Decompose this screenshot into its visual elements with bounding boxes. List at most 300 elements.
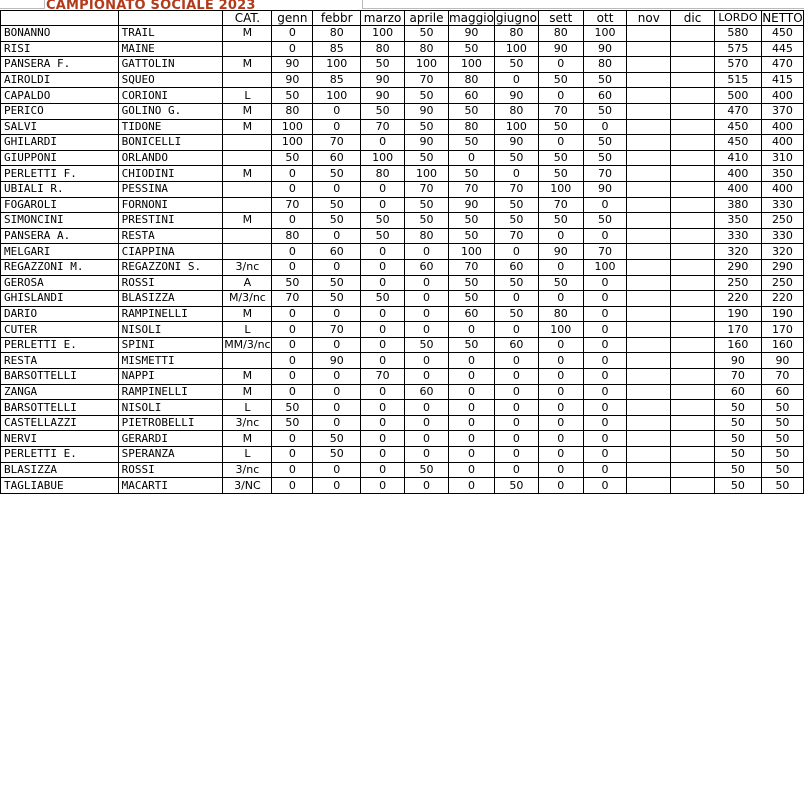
- cell-apr: 60: [405, 384, 449, 400]
- column-header-partner: [118, 11, 223, 26]
- cell-sep: 50: [538, 72, 583, 88]
- cell-feb: 0: [313, 478, 361, 494]
- cell-gross: 170: [714, 322, 761, 338]
- cell-jun: 0: [494, 72, 538, 88]
- cell-jan: 50: [272, 415, 313, 431]
- cell-surname: RISI: [1, 41, 119, 57]
- cell-may: 50: [448, 166, 494, 182]
- cell-apr: 100: [405, 166, 449, 182]
- cell-mar: 0: [361, 462, 405, 478]
- cell-mar: 0: [361, 322, 405, 338]
- cell-jun: 70: [494, 228, 538, 244]
- cell-feb: 0: [313, 119, 361, 135]
- cell-mar: 80: [361, 166, 405, 182]
- cell-surname: GHILARDI: [1, 135, 119, 151]
- cell-oct: 90: [583, 41, 627, 57]
- cell-may: 0: [448, 369, 494, 385]
- cell-dec: [671, 26, 715, 42]
- cell-jan: 0: [272, 166, 313, 182]
- cell-category: L: [223, 447, 272, 463]
- cell-dec: [671, 337, 715, 353]
- cell-dec: [671, 119, 715, 135]
- cell-partner: ORLANDO: [118, 150, 223, 166]
- cell-mar: 0: [361, 431, 405, 447]
- cell-nov: [627, 400, 671, 416]
- standings-table: [0, 10, 804, 494]
- cell-net: 470: [761, 57, 803, 73]
- cell-may: 50: [448, 103, 494, 119]
- cell-apr: 50: [405, 462, 449, 478]
- cell-net: 415: [761, 72, 803, 88]
- cell-oct: 90: [583, 181, 627, 197]
- cell-nov: [627, 228, 671, 244]
- cell-net: 320: [761, 244, 803, 260]
- cell-nov: [627, 135, 671, 151]
- cell-apr: 0: [405, 322, 449, 338]
- cell-jan: 80: [272, 228, 313, 244]
- cell-gross: 190: [714, 306, 761, 322]
- cell-jan: 0: [272, 369, 313, 385]
- table-row: [1, 135, 804, 151]
- cell-may: 0: [448, 462, 494, 478]
- table-row: [1, 431, 804, 447]
- cell-net: 400: [761, 135, 803, 151]
- cell-net: 190: [761, 306, 803, 322]
- cell-gross: 70: [714, 369, 761, 385]
- cell-net: 170: [761, 322, 803, 338]
- cell-apr: 0: [405, 291, 449, 307]
- cell-may: 50: [448, 291, 494, 307]
- table-row: [1, 291, 804, 307]
- cell-mar: 70: [361, 119, 405, 135]
- cell-jun: 0: [494, 369, 538, 385]
- cell-sep: 0: [538, 135, 583, 151]
- cell-category: M: [223, 166, 272, 182]
- column-header-surname: [1, 11, 119, 26]
- table-row: [1, 259, 804, 275]
- cell-partner: CIAPPINA: [118, 244, 223, 260]
- cell-partner: GATTOLIN: [118, 57, 223, 73]
- cell-feb: 50: [313, 447, 361, 463]
- table-row: [1, 88, 804, 104]
- cell-jun: 0: [494, 447, 538, 463]
- cell-gross: 500: [714, 88, 761, 104]
- cell-nov: [627, 353, 671, 369]
- cell-category: MM/3/nc: [224, 338, 271, 352]
- cell-gross: 515: [714, 72, 761, 88]
- cell-mar: 100: [361, 26, 405, 42]
- cell-dec: [671, 259, 715, 275]
- cell-apr: 50: [405, 197, 449, 213]
- cell-partner: SQUEO: [118, 72, 223, 88]
- column-header-oct: ott: [583, 11, 627, 26]
- cell-feb: 0: [313, 462, 361, 478]
- cell-surname: GEROSA: [1, 275, 119, 291]
- cell-surname: FOGAROLI: [1, 197, 119, 213]
- cell-jan: 0: [272, 431, 313, 447]
- cell-surname: CAPALDO: [1, 88, 119, 104]
- cell-surname: ZANGA: [1, 384, 119, 400]
- cell-oct: 0: [583, 384, 627, 400]
- cell-jan: 50: [272, 400, 313, 416]
- cell-gross: 50: [714, 478, 761, 494]
- cell-apr: 0: [405, 275, 449, 291]
- cell-mar: 50: [361, 213, 405, 229]
- cell-sep: 0: [538, 369, 583, 385]
- cell-gross: 575: [714, 41, 761, 57]
- column-header-gross: LORDO: [714, 11, 761, 26]
- cell-partner: REGAZZONI S.: [118, 259, 223, 275]
- cell-jan: 0: [272, 41, 313, 57]
- cell-jun: 0: [494, 291, 538, 307]
- cell-oct: 0: [583, 369, 627, 385]
- cell-oct: 0: [583, 462, 627, 478]
- cell-feb: 100: [313, 57, 361, 73]
- cell-sep: 50: [538, 213, 583, 229]
- table-row: [1, 322, 804, 338]
- cell-feb: 80: [313, 26, 361, 42]
- cell-category: M: [223, 306, 272, 322]
- cell-oct: 50: [583, 213, 627, 229]
- cell-surname: NERVI: [1, 431, 119, 447]
- cell-dec: [671, 447, 715, 463]
- cell-may: 0: [448, 353, 494, 369]
- table-row: [1, 244, 804, 260]
- cell-net: 50: [761, 478, 803, 494]
- cell-jan: 50: [272, 150, 313, 166]
- cell-jan: 0: [272, 462, 313, 478]
- cell-category: M: [223, 103, 272, 119]
- cell-net: 90: [761, 353, 803, 369]
- cell-sep: 0: [538, 462, 583, 478]
- cell-jan: 100: [272, 135, 313, 151]
- title-right-cell: [362, 0, 804, 9]
- cell-gross: 220: [714, 291, 761, 307]
- cell-partner: CHIODINI: [118, 166, 223, 182]
- cell-nov: [627, 88, 671, 104]
- cell-dec: [671, 197, 715, 213]
- cell-jun: 0: [494, 431, 538, 447]
- cell-may: 100: [448, 244, 494, 260]
- cell-category: M: [223, 431, 272, 447]
- cell-sep: 0: [538, 88, 583, 104]
- cell-partner: RAMPINELLI: [118, 384, 223, 400]
- cell-jun: 50: [494, 306, 538, 322]
- cell-dec: [671, 353, 715, 369]
- cell-feb: 50: [313, 431, 361, 447]
- cell-surname: BARSOTTELLI: [1, 369, 119, 385]
- cell-nov: [627, 291, 671, 307]
- cell-may: 70: [448, 259, 494, 275]
- cell-gross: 380: [714, 197, 761, 213]
- cell-net: 160: [761, 337, 803, 353]
- cell-nov: [627, 57, 671, 73]
- cell-feb: 0: [313, 259, 361, 275]
- cell-jun: 50: [494, 213, 538, 229]
- cell-sep: 50: [538, 119, 583, 135]
- cell-category: [223, 181, 272, 197]
- cell-net: 330: [761, 197, 803, 213]
- cell-partner: MISMETTI: [118, 353, 223, 369]
- cell-nov: [627, 415, 671, 431]
- cell-partner: FORNONI: [118, 197, 223, 213]
- cell-nov: [627, 119, 671, 135]
- cell-mar: 0: [361, 384, 405, 400]
- cell-jun: 90: [494, 135, 538, 151]
- cell-surname: PANSERA F.: [1, 57, 119, 73]
- cell-surname: PERLETTI E.: [1, 337, 119, 353]
- cell-gross: 470: [714, 103, 761, 119]
- cell-net: 70: [761, 369, 803, 385]
- cell-may: 60: [448, 88, 494, 104]
- cell-oct: 0: [583, 447, 627, 463]
- table-row: [1, 166, 804, 182]
- cell-jan: 50: [272, 275, 313, 291]
- table-row: [1, 369, 804, 385]
- cell-surname: CASTELLAZZI: [1, 415, 119, 431]
- cell-oct: 0: [583, 119, 627, 135]
- cell-surname: UBIALI R.: [1, 181, 119, 197]
- cell-dec: [671, 228, 715, 244]
- cell-jun: 100: [494, 119, 538, 135]
- cell-sep: 0: [538, 431, 583, 447]
- table-row: [1, 478, 804, 494]
- cell-jan: 70: [272, 197, 313, 213]
- cell-surname: PERLETTI F.: [1, 166, 119, 182]
- cell-mar: 50: [361, 291, 405, 307]
- cell-sep: 0: [538, 384, 583, 400]
- column-header-sep: sett: [538, 11, 583, 26]
- cell-net: 250: [761, 213, 803, 229]
- cell-jun: 80: [494, 26, 538, 42]
- table-row: [1, 400, 804, 416]
- table-row: [1, 384, 804, 400]
- cell-jan: 0: [272, 353, 313, 369]
- cell-oct: 100: [583, 26, 627, 42]
- cell-nov: [627, 26, 671, 42]
- cell-feb: 0: [313, 103, 361, 119]
- cell-sep: 0: [538, 337, 583, 353]
- cell-oct: 0: [583, 400, 627, 416]
- cell-nov: [627, 275, 671, 291]
- cell-dec: [671, 431, 715, 447]
- column-header-may: maggio: [448, 11, 494, 25]
- cell-partner: PIETROBELLI: [118, 415, 223, 431]
- cell-oct: 0: [583, 306, 627, 322]
- cell-nov: [627, 306, 671, 322]
- cell-jun: 90: [494, 88, 538, 104]
- cell-surname: RESTA: [1, 353, 119, 369]
- cell-category: A: [223, 275, 272, 291]
- cell-surname: BARSOTTELLI: [1, 400, 119, 416]
- cell-partner: ROSSI: [118, 462, 223, 478]
- cell-gross: 400: [714, 181, 761, 197]
- cell-dec: [671, 462, 715, 478]
- cell-jun: 50: [494, 197, 538, 213]
- cell-mar: 0: [361, 415, 405, 431]
- cell-surname: TAGLIABUE: [1, 478, 119, 494]
- cell-feb: 0: [313, 384, 361, 400]
- cell-partner: BLASIZZA: [118, 291, 223, 307]
- cell-jun: 60: [494, 337, 538, 353]
- cell-mar: 100: [361, 150, 405, 166]
- cell-net: 450: [761, 26, 803, 42]
- cell-jun: 0: [494, 353, 538, 369]
- cell-surname: PERICO: [1, 103, 119, 119]
- cell-apr: 70: [405, 72, 449, 88]
- cell-apr: 0: [405, 478, 449, 494]
- cell-oct: 0: [583, 431, 627, 447]
- cell-may: 0: [448, 447, 494, 463]
- cell-category: [223, 41, 272, 57]
- cell-sep: 0: [538, 259, 583, 275]
- cell-oct: 50: [583, 72, 627, 88]
- column-header-apr: aprile: [405, 11, 449, 26]
- cell-apr: 0: [405, 353, 449, 369]
- table-row: [1, 150, 804, 166]
- table-row: [1, 353, 804, 369]
- cell-nov: [627, 72, 671, 88]
- cell-category: M: [223, 384, 272, 400]
- cell-oct: 0: [583, 228, 627, 244]
- cell-mar: 0: [361, 275, 405, 291]
- cell-gross: 290: [714, 259, 761, 275]
- cell-sep: 0: [538, 291, 583, 307]
- cell-feb: 50: [313, 291, 361, 307]
- column-header-feb: febbr: [313, 11, 361, 26]
- cell-sep: 0: [538, 57, 583, 73]
- cell-oct: 0: [583, 415, 627, 431]
- cell-surname: REGAZZONI M.: [1, 259, 119, 275]
- cell-dec: [671, 244, 715, 260]
- cell-apr: 50: [405, 337, 449, 353]
- cell-partner: NISOLI: [118, 400, 223, 416]
- cell-mar: 0: [361, 135, 405, 151]
- cell-oct: 50: [583, 135, 627, 151]
- column-header-net: NETTO: [762, 11, 803, 25]
- cell-net: 400: [761, 119, 803, 135]
- cell-jan: 0: [272, 447, 313, 463]
- cell-gross: 50: [714, 415, 761, 431]
- cell-feb: 50: [313, 166, 361, 182]
- cell-jun: 0: [494, 462, 538, 478]
- cell-jun: 60: [494, 259, 538, 275]
- cell-nov: [627, 181, 671, 197]
- cell-net: 50: [761, 400, 803, 416]
- cell-jun: 50: [494, 478, 538, 494]
- table-row: [1, 337, 804, 353]
- table-row: [1, 119, 804, 135]
- table-row: [1, 57, 804, 73]
- cell-net: 400: [761, 88, 803, 104]
- cell-mar: 0: [361, 244, 405, 260]
- cell-mar: 0: [361, 353, 405, 369]
- cell-apr: 50: [405, 88, 449, 104]
- cell-mar: 0: [361, 478, 405, 494]
- cell-category: M: [223, 369, 272, 385]
- cell-surname: DARIO: [1, 306, 119, 322]
- cell-partner: RAMPINELLI: [118, 306, 223, 322]
- cell-sep: 100: [538, 181, 583, 197]
- cell-mar: 0: [361, 181, 405, 197]
- cell-surname: GIUPPONI: [1, 150, 119, 166]
- cell-jan: 0: [272, 337, 313, 353]
- cell-may: 80: [448, 119, 494, 135]
- cell-oct: 0: [583, 275, 627, 291]
- cell-sep: 50: [538, 150, 583, 166]
- cell-partner: PESSINA: [118, 181, 223, 197]
- cell-jan: 0: [272, 181, 313, 197]
- cell-mar: 70: [361, 369, 405, 385]
- column-header-dec: dic: [671, 11, 715, 26]
- cell-dec: [671, 103, 715, 119]
- cell-mar: 0: [361, 197, 405, 213]
- cell-nov: [627, 322, 671, 338]
- cell-may: 50: [448, 228, 494, 244]
- cell-apr: 100: [405, 57, 449, 73]
- cell-mar: 90: [361, 88, 405, 104]
- cell-category: L: [223, 400, 272, 416]
- cell-surname: BONANNO: [1, 26, 119, 42]
- cell-gross: 90: [714, 353, 761, 369]
- cell-net: 50: [761, 431, 803, 447]
- table-row: [1, 103, 804, 119]
- cell-surname: AIROLDI: [1, 72, 119, 88]
- cell-nov: [627, 150, 671, 166]
- sheet-title: CAMPIONATO SOCIALE 2023: [46, 0, 256, 13]
- cell-partner: NISOLI: [118, 322, 223, 338]
- cell-partner: TIDONE: [118, 119, 223, 135]
- cell-jun: 0: [494, 322, 538, 338]
- cell-net: 220: [761, 291, 803, 307]
- cell-may: 50: [448, 41, 494, 57]
- cell-net: 50: [761, 462, 803, 478]
- cell-partner: PRESTINI: [118, 213, 223, 229]
- cell-category: [223, 197, 272, 213]
- cell-nov: [627, 259, 671, 275]
- cell-apr: 0: [405, 431, 449, 447]
- column-header-mar: marzo: [361, 11, 405, 26]
- cell-jan: 0: [272, 384, 313, 400]
- cell-mar: 80: [361, 41, 405, 57]
- cell-gross: 250: [714, 275, 761, 291]
- column-header-nov: nov: [627, 11, 671, 26]
- cell-net: 350: [761, 166, 803, 182]
- table-row: [1, 462, 804, 478]
- cell-may: 0: [448, 478, 494, 494]
- cell-mar: 0: [361, 447, 405, 463]
- cell-apr: 50: [405, 150, 449, 166]
- cell-mar: 0: [361, 259, 405, 275]
- cell-jun: 80: [494, 103, 538, 119]
- cell-feb: 0: [313, 400, 361, 416]
- cell-may: 50: [448, 337, 494, 353]
- cell-oct: 60: [583, 88, 627, 104]
- cell-may: 0: [448, 384, 494, 400]
- cell-may: 70: [448, 181, 494, 197]
- cell-gross: 350: [714, 213, 761, 229]
- cell-gross: 400: [714, 166, 761, 182]
- cell-feb: 0: [313, 415, 361, 431]
- cell-jun: 0: [494, 415, 538, 431]
- cell-partner: TRAIL: [118, 26, 223, 42]
- cell-jun: 70: [494, 181, 538, 197]
- cell-sep: 80: [538, 26, 583, 42]
- cell-dec: [671, 166, 715, 182]
- cell-jan: 0: [272, 322, 313, 338]
- cell-net: 330: [761, 228, 803, 244]
- cell-net: 250: [761, 275, 803, 291]
